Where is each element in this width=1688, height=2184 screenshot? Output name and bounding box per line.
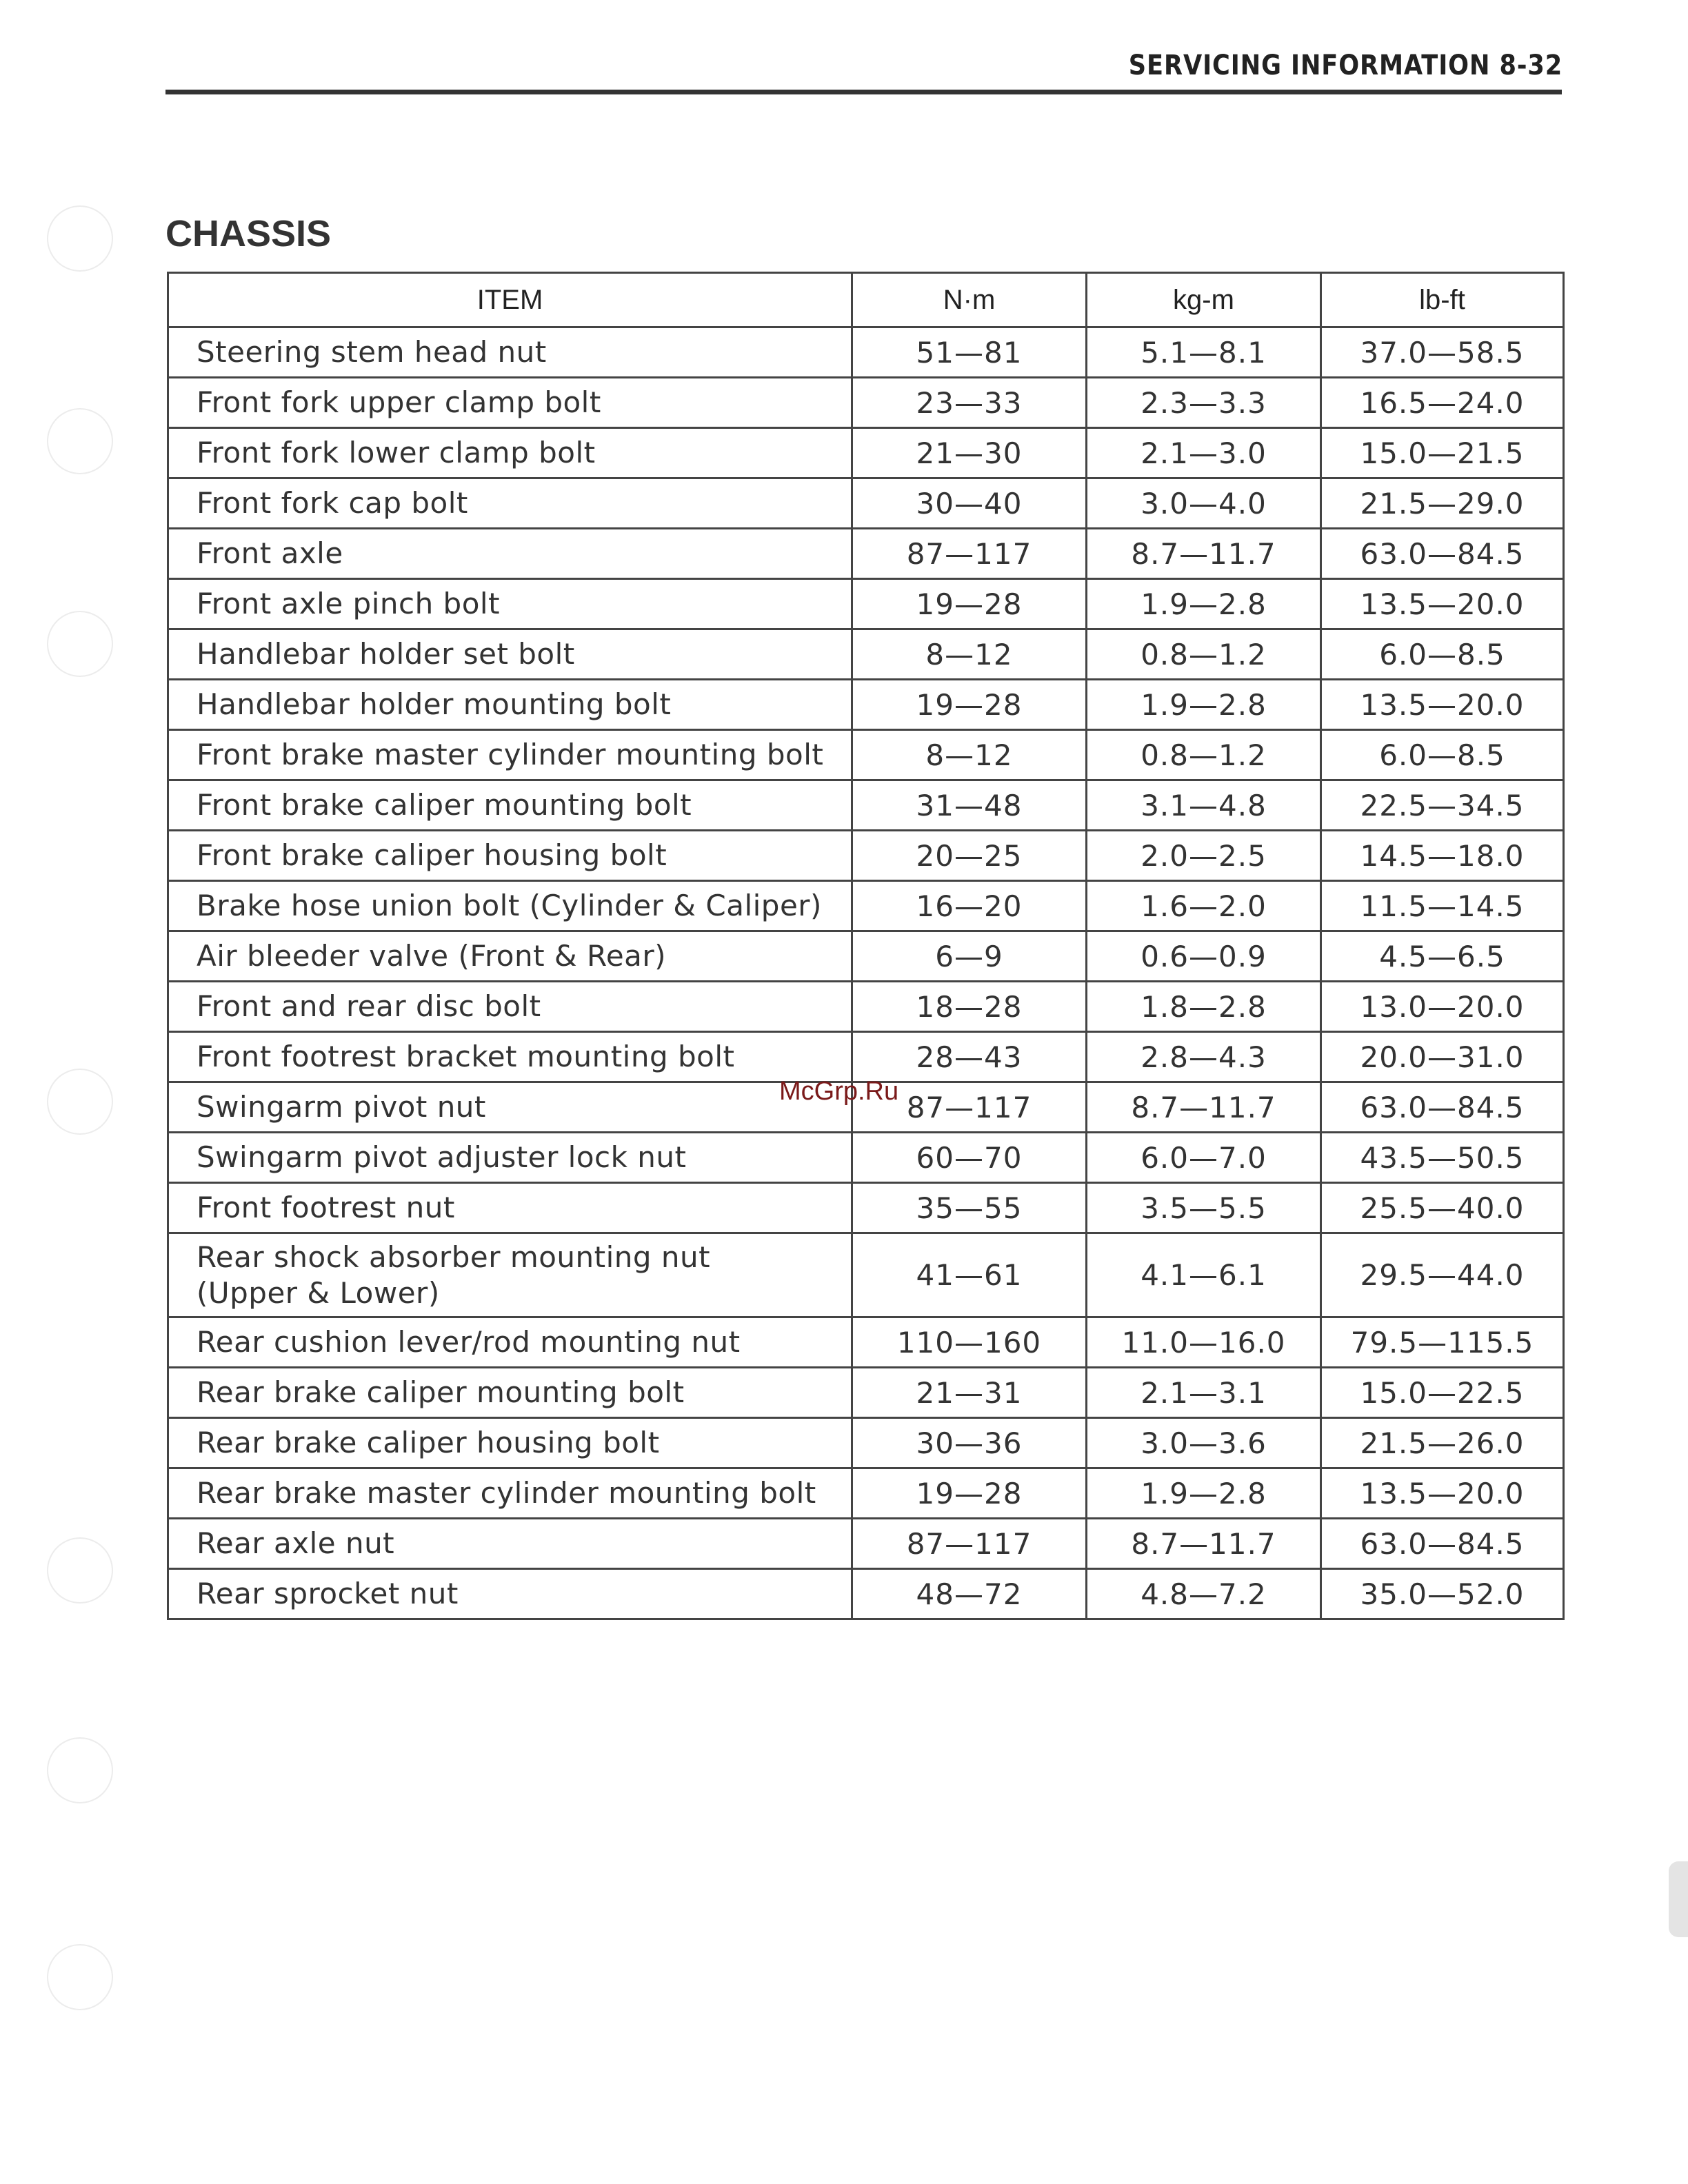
column-header-nm: N·m	[852, 273, 1087, 327]
item-label: Swingarm pivot nut	[197, 1090, 486, 1124]
item-cell	[168, 1519, 852, 1569]
nm-cell: 41—61	[852, 1233, 1087, 1317]
kgm-cell: 2.0—2.5	[1087, 831, 1321, 881]
table-row	[168, 881, 1564, 931]
nm-cell: 35—55	[852, 1183, 1087, 1233]
table-row	[168, 1368, 1564, 1418]
nm-cell: 16—20	[852, 881, 1087, 931]
lbft-cell: 79.5—115.5	[1321, 1317, 1564, 1368]
lbft-cell: 13.5—20.0	[1321, 1468, 1564, 1519]
lbft-cell: 11.5—14.5	[1321, 881, 1564, 931]
table-row	[168, 1569, 1564, 1619]
table-row	[168, 1317, 1564, 1368]
kgm-cell: 1.9—2.8	[1087, 579, 1321, 629]
nm-cell: 87—117	[852, 1082, 1087, 1133]
binder-hole	[47, 408, 113, 474]
table-row	[168, 680, 1564, 730]
kgm-cell: 2.3—3.3	[1087, 378, 1321, 428]
kgm-cell: 8.7—11.7	[1087, 1519, 1321, 1569]
lbft-cell: 13.5—20.0	[1321, 579, 1564, 629]
kgm-cell: 2.1—3.1	[1087, 1368, 1321, 1418]
item-label: Rear sprocket nut	[197, 1577, 459, 1610]
binder-hole	[47, 611, 113, 677]
table-row	[168, 1418, 1564, 1468]
table-row	[168, 1519, 1564, 1569]
item-cell	[168, 1233, 852, 1317]
item-label: Front fork cap bolt	[197, 486, 468, 520]
item-cell	[168, 629, 852, 680]
nm-cell: 30—40	[852, 478, 1087, 529]
table-row	[168, 1183, 1564, 1233]
running-header: SERVICING INFORMATION 8-32	[1128, 50, 1563, 81]
nm-cell: 19—28	[852, 680, 1087, 730]
item-cell	[168, 1133, 852, 1183]
item-cell	[168, 1418, 852, 1468]
kgm-cell: 6.0—7.0	[1087, 1133, 1321, 1183]
table-row	[168, 629, 1564, 680]
table-row	[168, 831, 1564, 881]
lbft-cell: 15.0—21.5	[1321, 428, 1564, 478]
item-label-line2: (Upper & Lower)	[197, 1275, 440, 1310]
nm-cell: 87—117	[852, 529, 1087, 579]
item-cell	[168, 1317, 852, 1368]
table-row	[168, 327, 1564, 378]
lbft-cell: 6.0—8.5	[1321, 730, 1564, 780]
binder-hole	[47, 1069, 113, 1135]
nm-cell: 21—31	[852, 1368, 1087, 1418]
item-label: Front fork lower clamp bolt	[197, 436, 596, 469]
item-label: Rear brake master cylinder mounting bolt	[197, 1476, 816, 1510]
column-header-kgm: kg-m	[1087, 273, 1321, 327]
lbft-cell: 20.0—31.0	[1321, 1032, 1564, 1082]
item-label: Front and rear disc bolt	[197, 989, 541, 1023]
kgm-cell: 2.1—3.0	[1087, 428, 1321, 478]
kgm-cell: 0.6—0.9	[1087, 931, 1321, 982]
item-cell	[168, 881, 852, 931]
item-label: Front footrest bracket mounting bolt	[197, 1040, 735, 1073]
item-label: Handlebar holder mounting bolt	[197, 687, 672, 721]
table-row	[168, 378, 1564, 428]
item-label: Rear brake caliper housing bolt	[197, 1426, 660, 1459]
kgm-cell: 1.9—2.8	[1087, 680, 1321, 730]
nm-cell: 18—28	[852, 982, 1087, 1032]
kgm-cell: 1.6—2.0	[1087, 881, 1321, 931]
lbft-cell: 21.5—26.0	[1321, 1418, 1564, 1468]
lbft-cell: 16.5—24.0	[1321, 378, 1564, 428]
lbft-cell: 6.0—8.5	[1321, 629, 1564, 680]
item-cell	[168, 1468, 852, 1519]
item-label: Front brake caliper housing bolt	[197, 838, 667, 872]
item-cell	[168, 428, 852, 478]
item-label: Steering stem head nut	[197, 335, 547, 369]
lbft-cell: 29.5—44.0	[1321, 1233, 1564, 1317]
item-cell	[168, 378, 852, 428]
lbft-cell: 63.0—84.5	[1321, 1519, 1564, 1569]
nm-cell: 21—30	[852, 428, 1087, 478]
item-label: Handlebar holder set bolt	[197, 637, 575, 671]
lbft-cell: 63.0—84.5	[1321, 1082, 1564, 1133]
table-row	[168, 1468, 1564, 1519]
kgm-cell: 4.8—7.2	[1087, 1569, 1321, 1619]
item-cell	[168, 931, 852, 982]
lbft-cell: 35.0—52.0	[1321, 1569, 1564, 1619]
lbft-cell: 13.0—20.0	[1321, 982, 1564, 1032]
item-cell	[168, 680, 852, 730]
item-label: Rear axle nut	[197, 1526, 395, 1560]
nm-cell: 28—43	[852, 1032, 1087, 1082]
kgm-cell: 1.9—2.8	[1087, 1468, 1321, 1519]
table-row	[168, 780, 1564, 831]
item-cell	[168, 1569, 852, 1619]
nm-cell: 19—28	[852, 1468, 1087, 1519]
table-row	[168, 579, 1564, 629]
kgm-cell: 3.5—5.5	[1087, 1183, 1321, 1233]
table-row	[168, 982, 1564, 1032]
section-title: CHASSIS	[165, 213, 332, 254]
item-cell	[168, 1183, 852, 1233]
kgm-cell: 3.0—4.0	[1087, 478, 1321, 529]
binder-hole	[47, 1737, 113, 1803]
item-label: Rear shock absorber mounting nut	[197, 1240, 711, 1274]
kgm-cell: 3.1—4.8	[1087, 780, 1321, 831]
lbft-cell: 25.5—40.0	[1321, 1183, 1564, 1233]
lbft-cell: 21.5—29.0	[1321, 478, 1564, 529]
table-row	[168, 529, 1564, 579]
column-header-lbft: lb-ft	[1321, 273, 1564, 327]
kgm-cell: 8.7—11.7	[1087, 529, 1321, 579]
item-label: Front fork upper clamp bolt	[197, 385, 601, 419]
nm-cell: 31—48	[852, 780, 1087, 831]
kgm-cell: 4.1—6.1	[1087, 1233, 1321, 1317]
lbft-cell: 63.0—84.5	[1321, 529, 1564, 579]
kgm-cell: 0.8—1.2	[1087, 629, 1321, 680]
item-cell	[168, 1032, 852, 1082]
item-cell	[168, 327, 852, 378]
kgm-cell: 5.1—8.1	[1087, 327, 1321, 378]
lbft-cell: 15.0—22.5	[1321, 1368, 1564, 1418]
nm-cell: 20—25	[852, 831, 1087, 881]
item-label: Rear brake caliper mounting bolt	[197, 1375, 685, 1409]
kgm-cell: 11.0—16.0	[1087, 1317, 1321, 1368]
lbft-cell: 22.5—34.5	[1321, 780, 1564, 831]
lbft-cell: 43.5—50.5	[1321, 1133, 1564, 1183]
lbft-cell: 13.5—20.0	[1321, 680, 1564, 730]
lbft-cell: 4.5—6.5	[1321, 931, 1564, 982]
item-label: Rear cushion lever/rod mounting nut	[197, 1325, 741, 1359]
item-label: Front brake caliper mounting bolt	[197, 788, 692, 822]
nm-cell: 8—12	[852, 730, 1087, 780]
nm-cell: 51—81	[852, 327, 1087, 378]
binder-hole	[47, 1537, 113, 1604]
kgm-cell: 1.8—2.8	[1087, 982, 1321, 1032]
nm-cell: 110—160	[852, 1317, 1087, 1368]
column-header-item: ITEM	[168, 273, 852, 327]
item-label: Front axle pinch bolt	[197, 587, 501, 620]
item-cell	[168, 529, 852, 579]
kgm-cell: 2.8—4.3	[1087, 1032, 1321, 1082]
kgm-cell: 3.0—3.6	[1087, 1418, 1321, 1468]
item-label: Air bleeder valve (Front & Rear)	[197, 939, 667, 973]
table-row	[168, 428, 1564, 478]
nm-cell: 8—12	[852, 629, 1087, 680]
nm-cell: 87—117	[852, 1519, 1087, 1569]
watermark: McGrp.Ru	[779, 1077, 899, 1106]
nm-cell: 48—72	[852, 1569, 1087, 1619]
table-header-row	[168, 273, 1564, 327]
kgm-cell: 8.7—11.7	[1087, 1082, 1321, 1133]
item-label: Front axle	[197, 536, 343, 570]
lbft-cell: 37.0—58.5	[1321, 327, 1564, 378]
binder-hole	[47, 1944, 113, 2010]
item-cell	[168, 478, 852, 529]
nm-cell: 19—28	[852, 579, 1087, 629]
item-cell	[168, 1082, 852, 1133]
item-label: Brake hose union bolt (Cylinder & Caliper)	[197, 889, 822, 922]
item-cell	[168, 982, 852, 1032]
kgm-cell: 0.8—1.2	[1087, 730, 1321, 780]
torque-table	[167, 272, 1565, 1620]
item-label: Front brake master cylinder mounting bolt	[197, 738, 824, 771]
nm-cell: 60—70	[852, 1133, 1087, 1183]
table-row	[168, 1032, 1564, 1082]
nm-cell: 23—33	[852, 378, 1087, 428]
item-cell	[168, 780, 852, 831]
table-row	[168, 730, 1564, 780]
nm-cell: 30—36	[852, 1418, 1087, 1468]
binder-hole	[47, 205, 113, 272]
item-label: Front footrest nut	[197, 1191, 455, 1224]
header-rule	[165, 90, 1562, 94]
page-edge-mark	[1669, 1861, 1688, 1937]
item-cell	[168, 579, 852, 629]
table-row	[168, 931, 1564, 982]
table-row	[168, 478, 1564, 529]
table-row	[168, 1133, 1564, 1183]
lbft-cell: 14.5—18.0	[1321, 831, 1564, 881]
item-cell	[168, 730, 852, 780]
item-label: Swingarm pivot adjuster lock nut	[197, 1140, 687, 1174]
table-row	[168, 1233, 1564, 1317]
nm-cell: 6—9	[852, 931, 1087, 982]
item-cell	[168, 831, 852, 881]
item-cell	[168, 1368, 852, 1418]
